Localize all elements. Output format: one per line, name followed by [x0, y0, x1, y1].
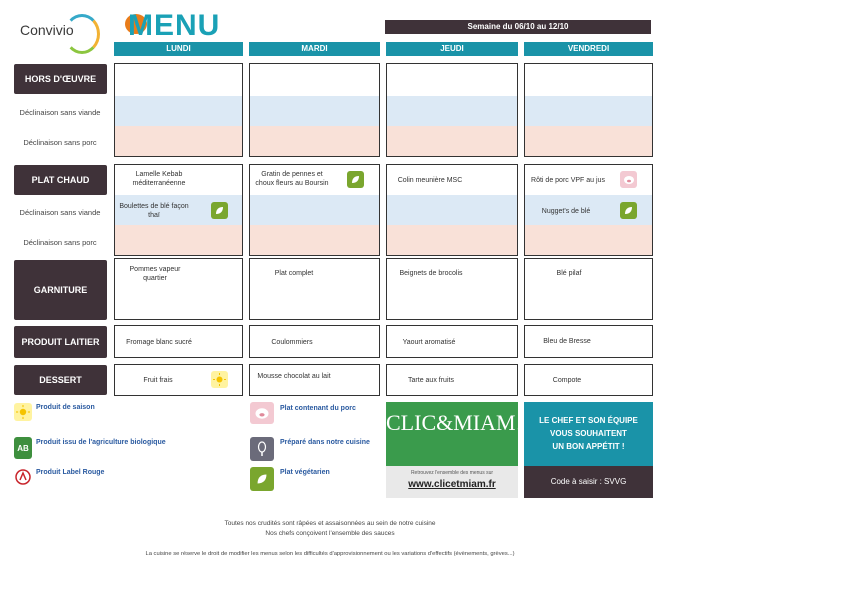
cell-garniture-lundi — [114, 258, 243, 320]
clic-miam-link[interactable]: www.clicetmiam.fr — [408, 479, 496, 490]
cell-hors-oeuvre-vendredi — [524, 63, 653, 157]
cell-laitier-jeudi — [386, 325, 518, 358]
dish-dessert-lundi: Fruit frais — [143, 377, 173, 384]
row-label-sans-porc-1: Déclinaison sans porc — [23, 137, 97, 147]
cell-plat-jeudi — [386, 164, 518, 256]
row-label-hors-oeuvre: HORS D'ŒUVRE — [14, 64, 107, 94]
cell-plat-lundi — [114, 164, 243, 256]
cell-hors-oeuvre-jeudi — [386, 63, 518, 157]
cell-dessert-mardi — [249, 364, 380, 396]
logo-text: Convivio — [20, 22, 74, 38]
row-label-produit-laitier: PRODUIT LAITIER — [14, 326, 107, 358]
convivio-logo — [14, 14, 100, 58]
label-rouge-icon — [14, 468, 32, 486]
row-label-sans-viande-1: Déclinaison sans viande — [19, 107, 101, 117]
pig-icon — [620, 171, 637, 188]
clic-miam-footer — [386, 466, 518, 498]
cell-laitier-vendredi — [524, 325, 653, 358]
cell-garniture-mardi — [249, 258, 380, 320]
dish-laitier-jeudi: Yaourt aromatisé — [402, 339, 456, 346]
day-header-mardi: MARDI — [249, 42, 380, 56]
dish-garniture-jeudi: Beignets de brocolis — [399, 270, 463, 277]
pig-icon — [250, 402, 274, 424]
cell-plat-vendredi — [524, 164, 653, 256]
dish-dessert-mardi: Mousse chocolat au lait — [257, 373, 331, 380]
legend-vegetarien: Plat végétarien — [280, 469, 330, 476]
leaf-icon — [250, 467, 274, 491]
whisk-icon — [250, 437, 274, 461]
ab-bio-icon: AB — [14, 437, 32, 459]
sun-icon — [14, 403, 32, 421]
menu-title: MENU — [128, 9, 221, 42]
chef-code: Code à saisir : SVVG — [524, 466, 653, 498]
legend-saison: Produit de saison — [36, 404, 95, 411]
cell-laitier-mardi — [249, 325, 380, 358]
dish-dessert-jeudi: Tarte aux fruits — [408, 377, 454, 384]
row-label-garniture: GARNITURE — [14, 260, 107, 320]
legend-porc: Plat contenant du porc — [280, 405, 356, 412]
dish-plat-lundi: Lamelle Kebab méditerranéenne — [132, 171, 186, 187]
dish-sv-vendredi: Nugget's de blé — [541, 208, 591, 215]
dish-garniture-vendredi: Blé pilaf — [556, 270, 582, 277]
cell-dessert-lundi — [114, 364, 243, 396]
dish-sv-lundi: Boulettes de blé façon thaï — [119, 203, 189, 219]
footer-line-1: Toutes nos crudités sont râpées et assaisonnées au sein de notre cuisine — [224, 520, 436, 527]
dish-garniture-lundi: Pommes vapeur quartier — [129, 266, 181, 282]
dish-laitier-lundi: Fromage blanc sucré — [126, 339, 192, 346]
cell-laitier-lundi — [114, 325, 243, 358]
footer-line-3: La cuisine se réserve le droit de modifier les menus selon les difficultés d'approvisionnement ou les variations d'effectifs (évènements, grèves...) — [145, 551, 515, 557]
leaf-icon — [347, 171, 364, 188]
row-label-sans-viande-2: Déclinaison sans viande — [19, 207, 101, 217]
footer-line-2: Nos chefs conçoivent l'ensemble des sauces — [265, 530, 395, 537]
dish-plat-jeudi: Colin meunière MSC — [397, 177, 463, 184]
chef-message: LE CHEF ET SON ÉQUIPE VOUS SOUHAITENT UN BON APPÉTIT ! — [539, 416, 638, 451]
dish-garniture-mardi: Plat complet — [274, 270, 314, 277]
cell-garniture-jeudi — [386, 258, 518, 320]
dish-laitier-mardi: Coulommiers — [271, 339, 313, 346]
day-header-jeudi: JEUDI — [386, 42, 518, 56]
clic-miam-subtitle: Retrouvez l'ensemble des menus sur — [410, 470, 494, 476]
legend-bio: Produit issu de l'agriculture biologique — [36, 439, 166, 446]
cell-hors-oeuvre-mardi — [249, 63, 380, 157]
cell-dessert-vendredi — [524, 364, 653, 396]
dish-dessert-vendredi: Compote — [552, 377, 582, 384]
day-header-vendredi: VENDREDI — [524, 42, 653, 56]
row-label-sans-porc-2: Déclinaison sans porc — [23, 237, 97, 247]
day-header-lundi: LUNDI — [114, 42, 243, 56]
clic-miam-panel — [386, 402, 523, 498]
clic-miam-title: CLIC&MIAM! — [386, 410, 523, 435]
leaf-icon — [211, 202, 228, 219]
dish-plat-mardi: Gratin de pennes et choux fleurs au Boursin — [255, 171, 329, 187]
cell-dessert-jeudi — [386, 364, 518, 396]
dish-laitier-vendredi: Bleu de Bresse — [543, 338, 591, 345]
legend-label-rouge: Produit Label Rouge — [36, 469, 105, 476]
dish-plat-vendredi: Rôti de porc VPF au jus — [531, 177, 605, 184]
cell-plat-mardi — [249, 164, 380, 256]
chef-panel — [524, 402, 653, 498]
leaf-icon — [620, 202, 637, 219]
legend-prepare: Préparé dans notre cuisine — [280, 439, 370, 446]
row-label-plat-chaud: PLAT CHAUD — [14, 165, 107, 195]
week-label: Semaine du 06/10 au 12/10 — [385, 20, 651, 34]
cell-garniture-vendredi — [524, 258, 653, 320]
cell-hors-oeuvre-lundi — [114, 63, 243, 157]
row-label-dessert: DESSERT — [14, 365, 107, 395]
sun-icon — [211, 371, 228, 388]
